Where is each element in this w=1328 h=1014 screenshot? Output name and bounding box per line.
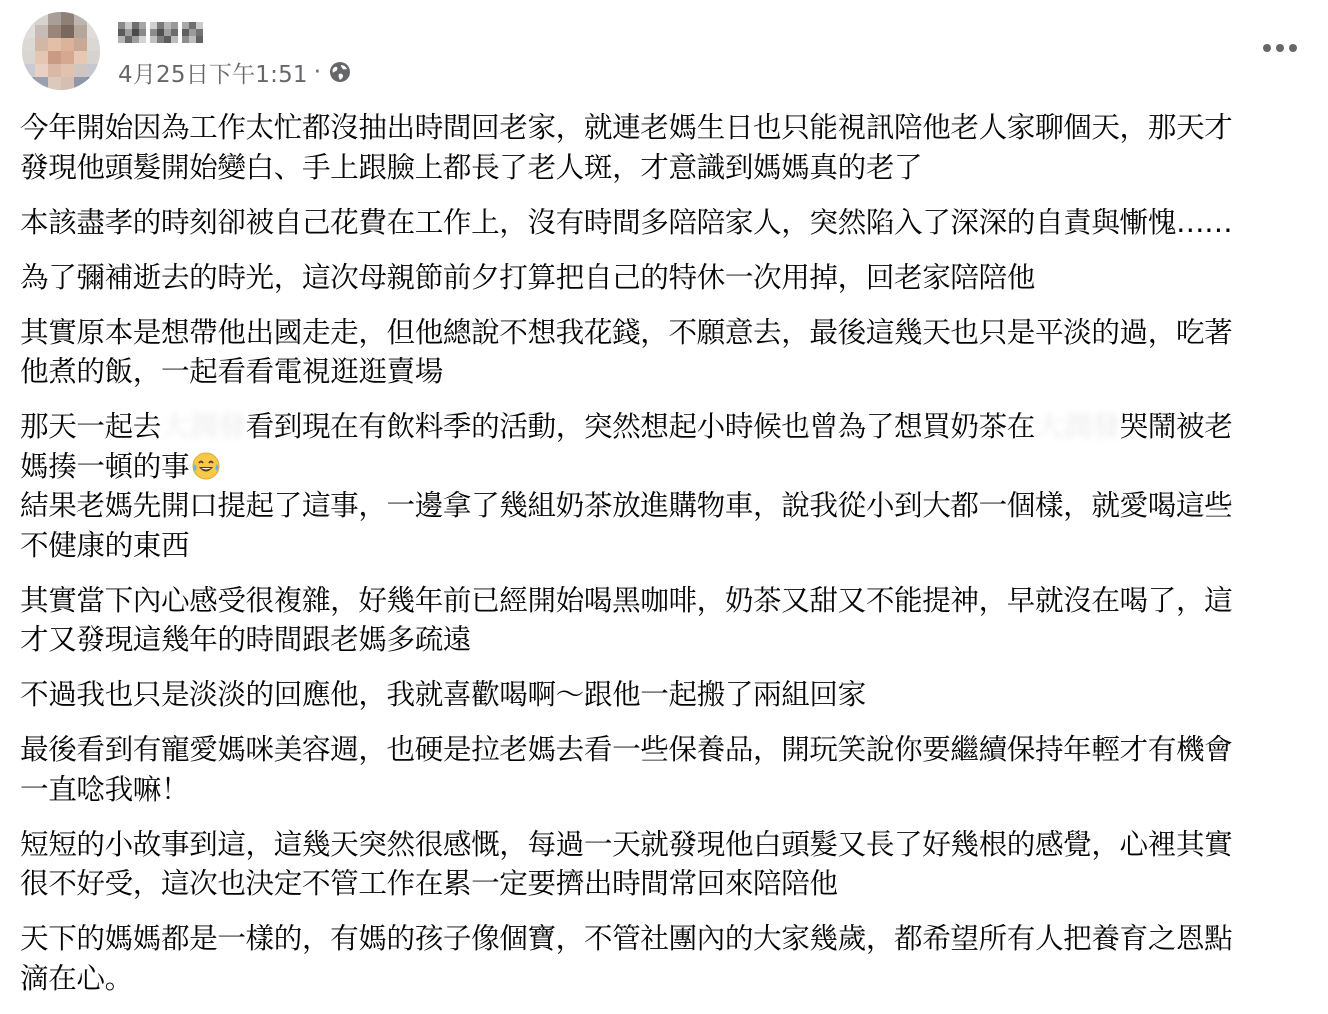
pixelated-name-image <box>118 20 208 48</box>
paragraph-line <box>20 447 1315 487</box>
paragraph-line: 他煮的飯，一起看看電視逛逛賣場 <box>20 354 443 388</box>
paragraph-line: 發現他頭髮開始變白、手上跟臉上都長了老人斑，才意識到媽媽真的老了 <box>20 149 923 184</box>
paragraph-line: 結果老媽先開口提起了這事，一邊拿了幾組奶茶放進購物車，說我從小到大都一個樣，就愛喝這些 <box>20 488 1233 522</box>
more-horizontal-icon <box>1262 43 1298 53</box>
post-meta <box>118 58 351 86</box>
author-avatar[interactable] <box>22 12 100 90</box>
paragraph-line: 天下的媽媽都是一樣的，有媽的孩子像個寶，不管社團內的大家幾歲，都希望所有人把養育之恩點 <box>20 921 1233 955</box>
paragraph <box>20 486 1315 565</box>
blurred-store-name: 大潤發 <box>1035 409 1120 443</box>
paragraph-line: 其實當下內心感受很複雜，好幾年前已經開始喝黑咖啡，奶茶又甜又不能提神，早就沒在喝了，這 <box>20 582 1233 617</box>
paragraph-line: 本該盡孝的時刻卻被自己花費在工作上，沒有時間多陪陪家人，突然陷入了深深的自責與慚愧…… <box>20 204 1233 239</box>
laughing-tears-emoji-icon <box>191 451 221 481</box>
paragraph-line: 不健康的東西 <box>20 527 190 562</box>
paragraph <box>20 203 1315 243</box>
paragraph <box>20 258 1315 298</box>
post-body <box>20 108 1315 1014</box>
paragraph-line: 不過我也只是淡淡的回應他，我就喜歡喝啊～跟他一起搬了兩組回家 <box>20 677 866 711</box>
paragraph <box>20 407 1315 486</box>
paragraph-line <box>20 407 1315 447</box>
pixelated-avatar-image <box>22 12 100 90</box>
post-timestamp[interactable]: 4月25日下午1:51 <box>118 61 308 88</box>
paragraph <box>20 313 1315 392</box>
paragraph <box>20 730 1315 809</box>
paragraph-line: 為了彌補逝去的時光，這次母親節前夕打算把自己的特休一次用掉，回老家陪陪他 <box>20 259 1035 294</box>
post-header <box>18 10 1318 90</box>
paragraph <box>20 919 1315 998</box>
meta-separator: · <box>313 59 322 85</box>
paragraph-line: 短短的小故事到這，這幾天突然很感慨，每過一天就發現他白頭髮又長了好幾根的感覺，心裡其實 <box>20 826 1233 861</box>
text-fragment: 看到現在有飲料季的活動，突然想起小時候也曾為了想買奶茶在 <box>245 409 1036 443</box>
author-name-pixelated[interactable] <box>118 20 208 46</box>
paragraph-line: 最後看到有寵愛媽咪美容週，也硬是拉老媽去看一些保養品，開玩笑說你要繼續保持年輕才有機會 <box>20 732 1233 766</box>
paragraph-line: 很不好受，這次也決定不管工作在累一定要擠出時間常回來陪陪他 <box>20 866 838 900</box>
paragraph <box>20 108 1315 187</box>
text-fragment: 那天一起去 <box>20 409 161 443</box>
paragraph-line: 今年開始因為工作太忙都沒抽出時間回老家，就連老媽生日也只能視訊陪他老人家聊個天，那天才 <box>20 110 1233 144</box>
text-fragment: 哭鬧被老 <box>1119 409 1233 443</box>
globe-icon[interactable] <box>329 61 351 83</box>
paragraph <box>20 675 1315 715</box>
paragraph <box>20 581 1315 660</box>
paragraph-line: 滴在心。 <box>20 960 133 995</box>
blurred-store-name: 大潤發 <box>160 409 246 443</box>
paragraph-line: 才又發現這幾年的時間跟老媽多疏遠 <box>20 622 472 656</box>
more-options-button[interactable] <box>1258 32 1302 64</box>
paragraph-line: 一直唸我嘛！ <box>20 771 190 806</box>
paragraph-line: 其實原本是想帶他出國走走，但他總說不想我花錢，不願意去，最後這幾天也只是平淡的過，吃著 <box>20 314 1233 349</box>
paragraph <box>20 825 1315 904</box>
text-fragment: 媽揍一頓的事 <box>20 448 190 483</box>
